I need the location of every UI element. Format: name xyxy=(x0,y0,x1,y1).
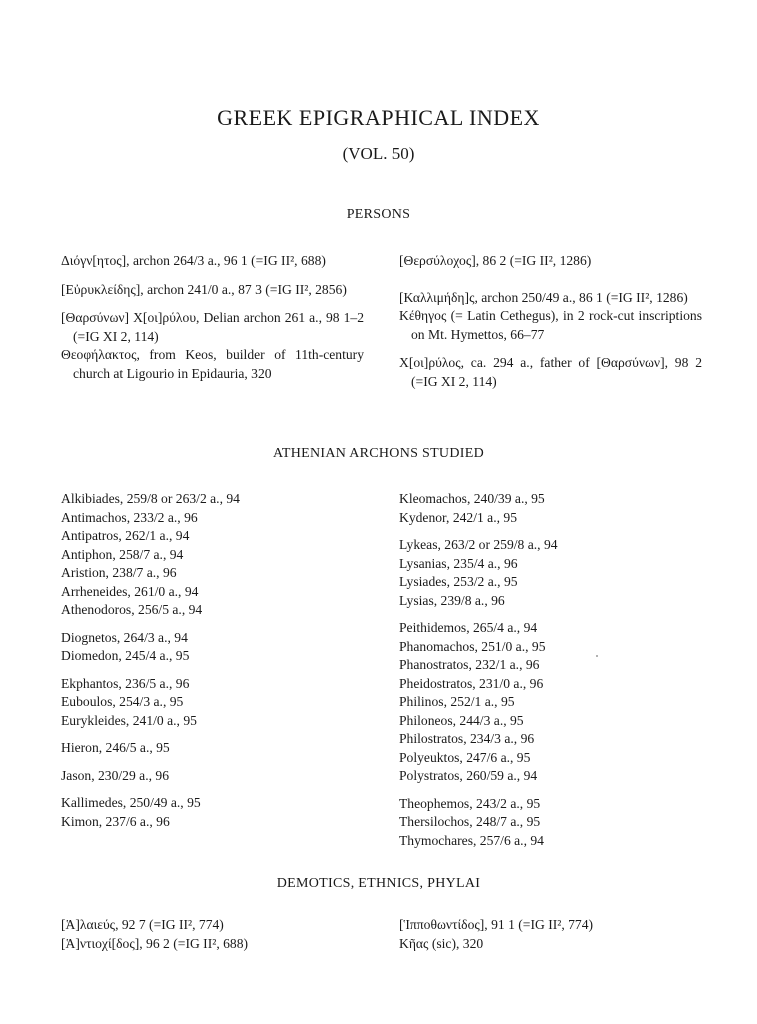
archon-entry: Jason, 230/29 a., 96 xyxy=(61,767,169,783)
demotic-entry: [Ἁ]ντιοχί[δος], 96 2 (=IG II², 688) xyxy=(61,935,249,951)
person-entry: Κέθηγος (= Latin Cethegus), in 2 rock-cut inscriptions on Mt. Hymettos, 66–77 xyxy=(399,308,702,342)
archon-entry: Hieron, 246/5 a., 95 xyxy=(61,740,170,755)
persons-right-column xyxy=(399,252,702,391)
persons-left-column xyxy=(61,252,364,383)
person-entry: [Εὐρυκλείδης], archon 241/0 a., 87 3 (=IG II², 2856) xyxy=(61,281,347,297)
person-entry: [Θερσύλοχος], 86 2 (=IG II², 1286) xyxy=(399,253,592,268)
archon-entry: Polystratos, 260/59 a., 94 xyxy=(399,768,538,783)
archon-entry: Antimachos, 233/2 a., 96 xyxy=(61,509,198,525)
archon-entry: Eurykleides, 241/0 a., 95 xyxy=(61,712,197,728)
archon-entry: Diomedon, 245/4 a., 95 xyxy=(61,648,190,663)
person-entry: Θεοφήλακτος, from Keos, builder of 11th-century church at Ligourio in Epidauria, 320 xyxy=(61,347,364,381)
archon-entry: Kallimedes, 250/49 a., 95 xyxy=(61,795,201,810)
person-entry: [Καλλιμήδη]ς, archon 250/49 a., 86 1 (=IG II², 1286) xyxy=(399,289,688,305)
archon-entry: Alkibiades, 259/8 or 263/2 a., 94 xyxy=(61,491,240,506)
archon-entry: Athenodoros, 256/5 a., 94 xyxy=(61,602,203,617)
archon-entry: Polyeuktos, 247/6 a., 95 xyxy=(399,749,531,765)
demotic-entry: [Ἁ]λαιεύς, 92 7 (=IG II², 774) xyxy=(61,917,224,932)
archon-entry: Diognetos, 264/3 a., 94 xyxy=(61,629,188,645)
archon-entry: Lysanias, 235/4 a., 96 xyxy=(399,555,518,571)
archons-left-column xyxy=(61,490,364,831)
archon-entry: Phanostratos, 232/1 a., 96 xyxy=(399,657,540,672)
archon-entry: Aristion, 238/7 a., 96 xyxy=(61,565,177,580)
archon-entry: Philinos, 252/1 a., 95 xyxy=(399,694,515,709)
person-entry: Χ[οι]ρύλος, ca. 294 a., father of [Θαρσύνων], 98 2 (=IG XI 2, 114) xyxy=(399,355,702,389)
archon-entry: Antipatros, 262/1 a., 94 xyxy=(61,528,190,543)
archon-entry: Theophemos, 243/2 a., 95 xyxy=(399,795,541,811)
demotic-entry: Κῆας (sic), 320 xyxy=(399,935,484,951)
archon-entry: Philoneos, 244/3 a., 95 xyxy=(399,712,524,728)
archon-entry: Pheidostratos, 231/0 a., 96 xyxy=(399,675,544,691)
persons-heading: PERSONS xyxy=(346,207,411,222)
archon-entry: Arrheneides, 261/0 a., 94 xyxy=(61,583,199,599)
archon-entry: Antiphon, 258/7 a., 94 xyxy=(61,546,184,562)
page-title: GREEK EPIGRAPHICAL INDEX xyxy=(217,105,540,130)
archons-heading: ATHENIAN ARCHONS STUDIED xyxy=(273,446,484,461)
archon-entry: Euboulos, 254/3 a., 95 xyxy=(61,694,184,709)
volume-subtitle: (VOL. 50) xyxy=(342,144,415,163)
archon-entry: Ekphantos, 236/5 a., 96 xyxy=(61,675,190,691)
archons-right-column xyxy=(399,490,702,850)
archon-entry: Thymochares, 257/6 a., 94 xyxy=(399,832,544,848)
person-entry: [Θαρσύνων] Χ[οι]ρύλου, Delian archon 261 a., 98 1–2 (=IG XI 2, 114) xyxy=(61,310,364,344)
archon-entry: Peithidemos, 265/4 a., 94 xyxy=(399,620,538,635)
demotic-entry: [Ἱπποθωντίδος], 91 1 (=IG II², 774) xyxy=(399,917,594,932)
archon-entry: Thersilochos, 248/7 a., 95 xyxy=(399,814,541,829)
archon-entry: Phanomachos, 251/0 a., 95 xyxy=(399,638,546,654)
person-entry: Διόγν[ητος], archon 264/3 a., 96 1 (=IG II², 688) xyxy=(61,253,326,268)
demotics-left-column xyxy=(61,916,364,953)
demotics-heading: DEMOTICS, ETHNICS, PHYLAI xyxy=(276,876,481,891)
archon-entry: Lykeas, 263/2 or 259/8 a., 94 xyxy=(399,537,558,552)
archon-entry: Kimon, 237/6 a., 96 xyxy=(61,813,170,829)
archon-entry: Kydenor, 242/1 a., 95 xyxy=(399,509,518,525)
archon-entry: Kleomachos, 240/39 a., 95 xyxy=(399,491,545,506)
archon-entry: Lysiades, 253/2 a., 95 xyxy=(399,574,518,589)
print-speck xyxy=(596,655,598,657)
archon-entry: Philostratos, 234/3 a., 96 xyxy=(399,731,535,746)
demotics-right-column xyxy=(399,916,702,953)
archon-entry: Lysias, 239/8 a., 96 xyxy=(399,592,505,608)
